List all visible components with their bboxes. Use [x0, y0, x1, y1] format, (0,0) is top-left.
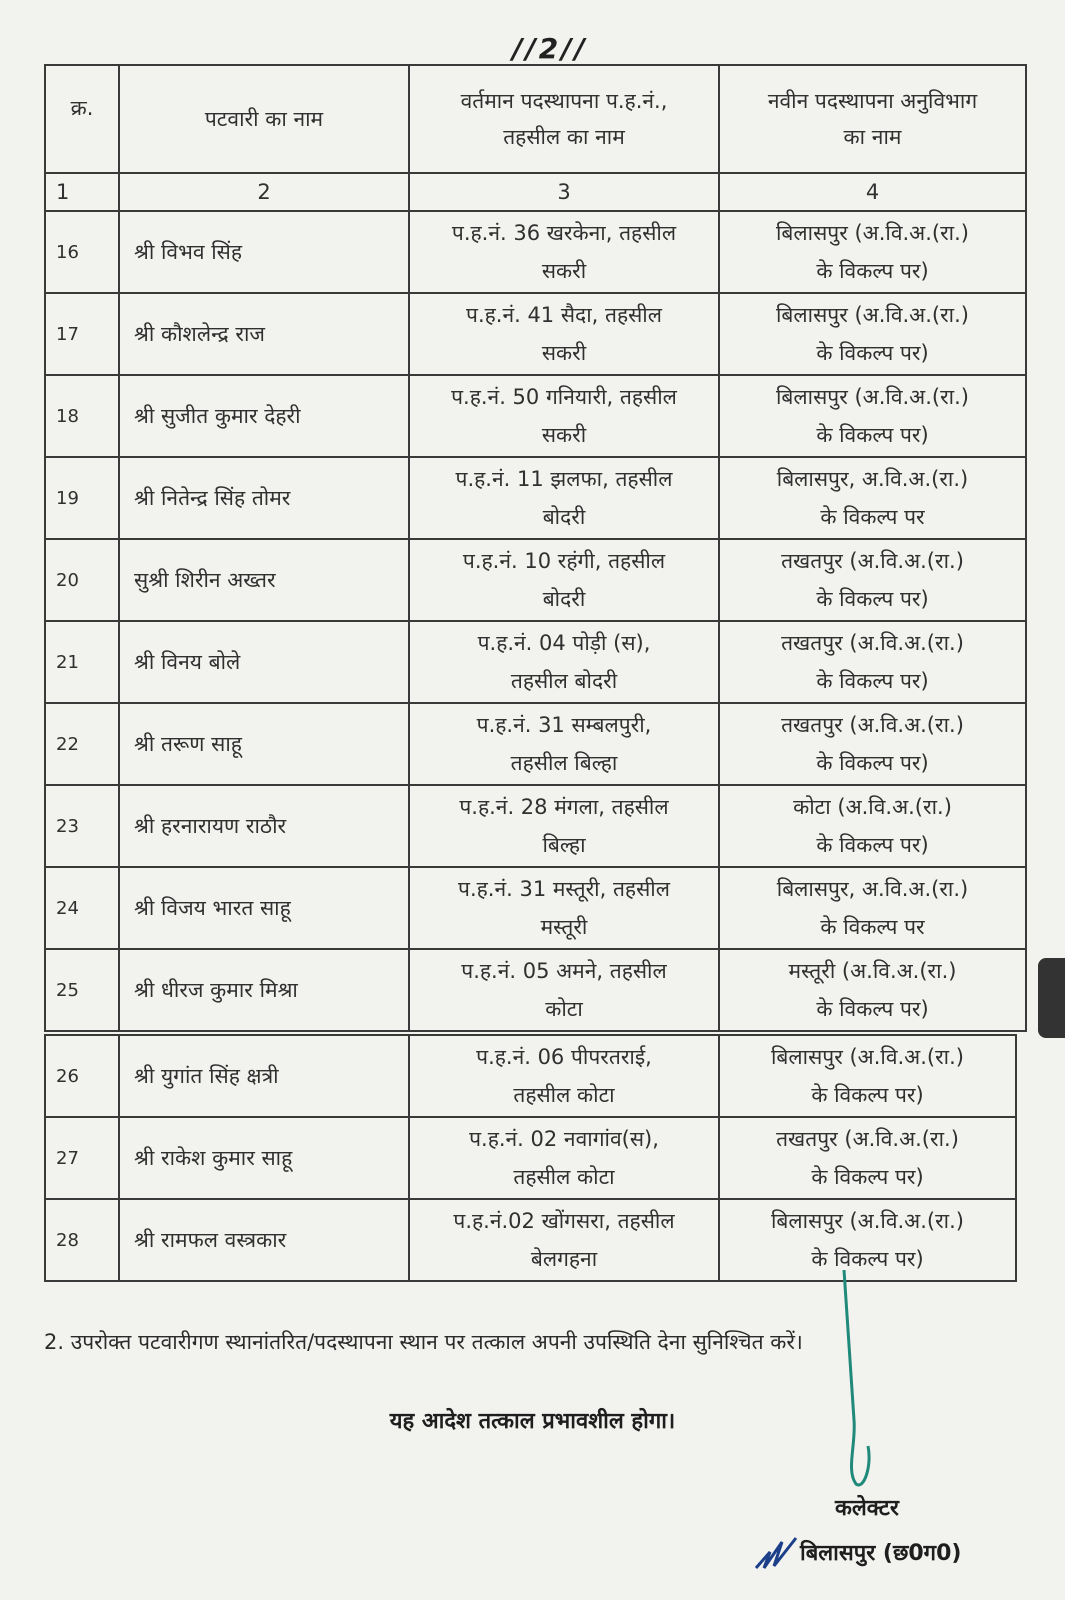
- new-posting-line1: मस्तूरी (अ.वि.अ.(रा.): [788, 959, 957, 983]
- new-posting-line2: के विकल्प पर: [820, 915, 925, 939]
- new-posting: [719, 703, 1026, 785]
- current-posting-line1: प.ह.नं. 41 सैदा, तहसील: [466, 303, 662, 327]
- header-current-line1: वर्तमान पदस्थापना प.ह.नं.,: [460, 89, 668, 113]
- header-name: पटवारी का नाम: [119, 65, 409, 173]
- header-new-line1: नवीन पदस्थापना अनुविभाग: [767, 89, 978, 113]
- current-posting: [409, 293, 719, 375]
- current-posting: [409, 1035, 719, 1117]
- signature-initial: [752, 1534, 802, 1574]
- current-posting-line2: मस्तूरी: [540, 915, 588, 939]
- current-posting-line1: प.ह.नं. 11 झलफा, तहसील: [455, 467, 673, 491]
- column-index: 2: [119, 173, 409, 211]
- new-posting-line2: के विकल्प पर): [811, 1247, 924, 1271]
- new-posting: [719, 949, 1026, 1031]
- column-index-row: [45, 173, 1026, 211]
- current-posting-line1: प.ह.नं. 50 गनियारी, तहसील: [451, 385, 677, 409]
- new-posting: [719, 211, 1026, 293]
- current-posting-line1: प.ह.नं.02 खोंगसरा, तहसील: [453, 1209, 675, 1233]
- new-posting-line2: के विकल्प पर): [816, 423, 929, 447]
- table-row: [45, 293, 1026, 375]
- new-posting: [719, 785, 1026, 867]
- current-posting-line1: प.ह.नं. 04 पोड़ी (स),: [477, 631, 651, 655]
- current-posting-line1: प.ह.नं. 05 अमने, तहसील: [461, 959, 667, 983]
- serial-number: 25: [45, 949, 119, 1031]
- transfer-table-continued: [44, 1034, 1017, 1282]
- patwari-name: श्री राकेश कुमार साहू: [119, 1117, 409, 1199]
- new-posting-line2: के विकल्प पर): [816, 587, 929, 611]
- new-posting-line2: के विकल्प पर): [816, 669, 929, 693]
- new-posting-line2: के विकल्प पर): [816, 341, 929, 365]
- current-posting-line1: प.ह.नं. 10 रहंगी, तहसील: [462, 549, 666, 573]
- patwari-name: श्री रामफल वस्त्रकार: [119, 1199, 409, 1281]
- new-posting-line2: के विकल्प पर): [811, 1083, 924, 1107]
- serial-number: 21: [45, 621, 119, 703]
- current-posting-line2: तहसील कोटा: [513, 1083, 615, 1107]
- patwari-name: श्री नितेन्द्र सिंह तोमर: [119, 457, 409, 539]
- current-posting-line2: तहसील बोदरी: [510, 669, 618, 693]
- patwari-name: सुश्री शिरीन अख्तर: [119, 539, 409, 621]
- current-posting-line2: तहसील बिल्हा: [510, 751, 618, 775]
- current-posting: [409, 785, 719, 867]
- signatory-designation: कलेक्टर: [835, 1496, 899, 1521]
- header-current-line2: तहसील का नाम: [503, 125, 625, 149]
- current-posting-line2: तहसील कोटा: [513, 1165, 615, 1189]
- new-posting-line1: बिलासपुर (अ.वि.अ.(रा.): [770, 1045, 964, 1069]
- serial-number: 16: [45, 211, 119, 293]
- table-row: [45, 867, 1026, 949]
- new-posting: [719, 621, 1026, 703]
- header-current-posting: [409, 65, 719, 173]
- current-posting-line2: बेलगहना: [530, 1247, 598, 1271]
- table-row: [45, 539, 1026, 621]
- serial-number: 20: [45, 539, 119, 621]
- table-row: [45, 1199, 1016, 1281]
- new-posting-line2: के विकल्प पर): [811, 1165, 924, 1189]
- patwari-name: श्री धीरज कुमार मिश्रा: [119, 949, 409, 1031]
- column-index: 1: [45, 173, 119, 211]
- current-posting: [409, 703, 719, 785]
- new-posting: [719, 375, 1026, 457]
- current-posting: [409, 867, 719, 949]
- new-posting-line2: के विकल्प पर: [820, 505, 925, 529]
- serial-number: 17: [45, 293, 119, 375]
- transfer-table: [44, 64, 1027, 1032]
- serial-number: 18: [45, 375, 119, 457]
- current-posting: [409, 375, 719, 457]
- current-posting: [409, 539, 719, 621]
- serial-number: 27: [45, 1117, 119, 1199]
- current-posting-line2: बिल्हा: [542, 833, 586, 857]
- table-row: [45, 1117, 1016, 1199]
- signature-stroke: [838, 1270, 898, 1490]
- instruction-note: 2. उपरोक्त पटवारीगण स्थानांतरित/पदस्थापना स्थान पर तत्काल अपनी उपस्थिति देना सुनिश्चित करें।: [44, 1330, 803, 1354]
- table-row: [45, 457, 1026, 539]
- table-row: [45, 1035, 1016, 1117]
- new-posting-line2: के विकल्प पर): [816, 751, 929, 775]
- current-posting-line1: प.ह.नं. 36 खरकेना, तहसील: [451, 221, 677, 245]
- patwari-name: श्री विनय बोले: [119, 621, 409, 703]
- current-posting: [409, 1199, 719, 1281]
- table-row: [45, 621, 1026, 703]
- new-posting: [719, 1035, 1016, 1117]
- new-posting-line1: कोटा (अ.वि.अ.(रा.): [793, 795, 952, 819]
- new-posting-line2: के विकल्प पर): [816, 833, 929, 857]
- new-posting-line1: बिलासपुर (अ.वि.अ.(रा.): [770, 1209, 964, 1233]
- serial-number: 23: [45, 785, 119, 867]
- new-posting: [719, 1117, 1016, 1199]
- current-posting-line1: प.ह.नं. 06 पीपरतराई,: [476, 1045, 652, 1069]
- new-posting: [719, 293, 1026, 375]
- current-posting-line1: प.ह.नं. 31 मस्तूरी, तहसील: [458, 877, 670, 901]
- new-posting-line1: बिलासपुर (अ.वि.अ.(रा.): [775, 385, 969, 409]
- header-serial: क्र.: [45, 65, 119, 173]
- new-posting-line1: बिलासपुर (अ.वि.अ.(रा.): [775, 221, 969, 245]
- new-posting-line1: तखतपुर (अ.वि.अ.(रा.): [776, 1127, 959, 1151]
- current-posting-line1: प.ह.नं. 28 मंगला, तहसील: [459, 795, 669, 819]
- new-posting: [719, 457, 1026, 539]
- current-posting-line1: प.ह.नं. 31 सम्बलपुरी,: [476, 713, 652, 737]
- current-posting-line2: कोटा: [545, 997, 583, 1021]
- new-posting-line2: के विकल्प पर): [816, 259, 929, 283]
- new-posting: [719, 867, 1026, 949]
- new-posting-line2: के विकल्प पर): [816, 997, 929, 1021]
- column-index: 3: [409, 173, 719, 211]
- serial-number: 26: [45, 1035, 119, 1117]
- current-posting-line2: बोदरी: [542, 505, 586, 529]
- new-posting: [719, 1199, 1016, 1281]
- page-number: //2//: [512, 32, 588, 65]
- header-new-line2: का नाम: [843, 125, 902, 149]
- order-effect-line: यह आदेश तत्काल प्रभावशील होगा।: [389, 1409, 676, 1434]
- scroll-handle[interactable]: [1038, 958, 1065, 1038]
- current-posting: [409, 949, 719, 1031]
- current-posting-line2: बोदरी: [542, 587, 586, 611]
- patwari-name: श्री विभव सिंह: [119, 211, 409, 293]
- new-posting-line1: बिलासपुर, अ.वि.अ.(रा.): [776, 877, 969, 901]
- column-index: 4: [719, 173, 1026, 211]
- current-posting-line2: सकरी: [541, 423, 587, 447]
- patwari-name: श्री विजय भारत साहू: [119, 867, 409, 949]
- current-posting-line2: सकरी: [541, 341, 587, 365]
- table-row: [45, 785, 1026, 867]
- table-row: [45, 211, 1026, 293]
- serial-number: 24: [45, 867, 119, 949]
- new-posting-line1: तखतपुर (अ.वि.अ.(रा.): [781, 713, 964, 737]
- signatory-office: बिलासपुर (छ0ग0): [800, 1541, 962, 1566]
- header-new-posting: [719, 65, 1026, 173]
- current-posting: [409, 211, 719, 293]
- table-row: [45, 949, 1026, 1031]
- new-posting: [719, 539, 1026, 621]
- patwari-name: श्री सुजीत कुमार देहरी: [119, 375, 409, 457]
- new-posting-line1: तखतपुर (अ.वि.अ.(रा.): [781, 549, 964, 573]
- current-posting-line1: प.ह.नं. 02 नवागांव(स),: [469, 1127, 659, 1151]
- patwari-name: श्री कौशलेन्द्र राज: [119, 293, 409, 375]
- patwari-name: श्री हरनारायण राठौर: [119, 785, 409, 867]
- current-posting: [409, 1117, 719, 1199]
- serial-number: 28: [45, 1199, 119, 1281]
- serial-number: 19: [45, 457, 119, 539]
- serial-number: 22: [45, 703, 119, 785]
- current-posting-line2: सकरी: [541, 259, 587, 283]
- current-posting: [409, 457, 719, 539]
- new-posting-line1: तखतपुर (अ.वि.अ.(रा.): [781, 631, 964, 655]
- table-row: [45, 375, 1026, 457]
- patwari-name: श्री तरूण साहू: [119, 703, 409, 785]
- new-posting-line1: बिलासपुर, अ.वि.अ.(रा.): [776, 467, 969, 491]
- new-posting-line1: बिलासपुर (अ.वि.अ.(रा.): [775, 303, 969, 327]
- table-row: [45, 703, 1026, 785]
- table-header-row: [45, 65, 1026, 173]
- current-posting: [409, 621, 719, 703]
- patwari-name: श्री युगांत सिंह क्षत्री: [119, 1035, 409, 1117]
